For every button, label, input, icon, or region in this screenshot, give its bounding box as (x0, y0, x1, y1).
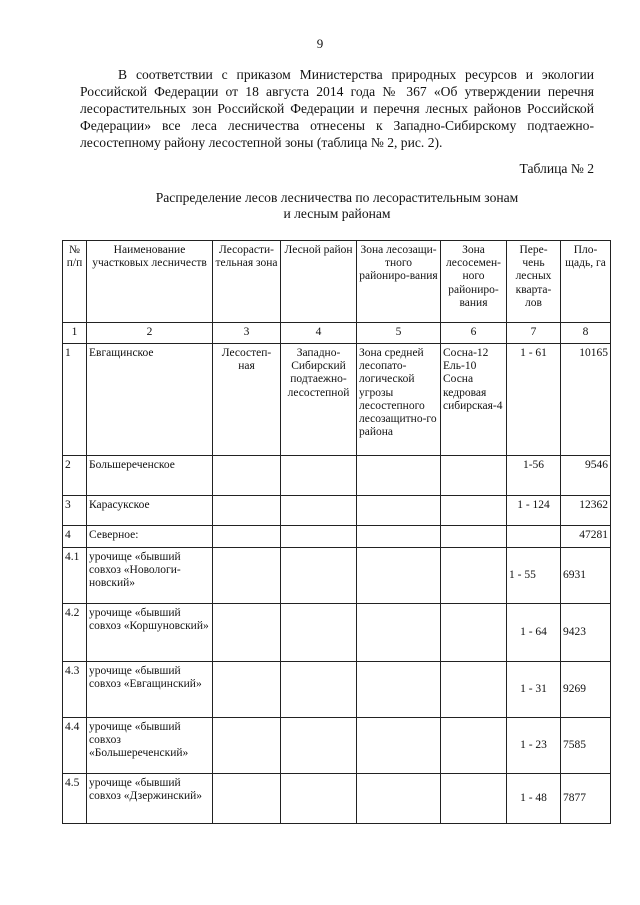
row-quarters (507, 526, 561, 548)
row-seed-zone (441, 496, 507, 526)
caption-line-1: Распределение лесов лесничества по лесорастительным зонам (155, 190, 519, 205)
row-name: Северное: (87, 526, 213, 548)
row-zone (213, 456, 281, 496)
row-district (281, 456, 357, 496)
header-name: Наименование участковых лесничеств (87, 241, 213, 323)
row-num: 1 (63, 344, 87, 456)
row-seed-zone (441, 604, 507, 662)
table-row (63, 456, 611, 496)
row-area: 9269 (561, 662, 611, 718)
row-seed-zone (441, 456, 507, 496)
row-protect-zone (357, 604, 441, 662)
row-num: 2 (63, 456, 87, 496)
header-protect-zone: Зона лесозащи-тного райониро-вания (357, 241, 441, 323)
row-zone (213, 526, 281, 548)
row-quarters: 1 - 61 (507, 344, 561, 456)
row-area: 6931 (561, 548, 611, 604)
table-row (63, 526, 611, 548)
row-zone (213, 662, 281, 718)
table-row (63, 344, 611, 456)
row-num: 3 (63, 496, 87, 526)
row-protect-zone (357, 496, 441, 526)
row-area: 12362 (561, 496, 611, 526)
table-row (63, 774, 611, 824)
col-number: 5 (357, 323, 441, 344)
row-protect-zone (357, 774, 441, 824)
row-protect-zone (357, 718, 441, 774)
row-zone (213, 496, 281, 526)
row-name: Евгащинское (87, 344, 213, 456)
row-area: 10165 (561, 344, 611, 456)
row-area: 7877 (561, 774, 611, 824)
header-seed-zone: Зона лесосемен-ного райониро-вания (441, 241, 507, 323)
row-name: урочище «бывший совхоз «Дзержинский» (87, 774, 213, 824)
row-protect-zone: Зона средней лесопато-логической угрозы лесостепного лесозащитно-го района (357, 344, 441, 456)
row-zone (213, 718, 281, 774)
row-quarters: 1 - 55 (507, 548, 561, 604)
row-seed-zone (441, 718, 507, 774)
row-num: 4.1 (63, 548, 87, 604)
header-zone: Лесорасти-тельная зона (213, 241, 281, 323)
row-num: 4.3 (63, 662, 87, 718)
row-num: 4.5 (63, 774, 87, 824)
row-quarters: 1 - 48 (507, 774, 561, 824)
col-number: 4 (281, 323, 357, 344)
row-num: 4 (63, 526, 87, 548)
col-number: 1 (63, 323, 87, 344)
col-number: 8 (561, 323, 611, 344)
row-num: 4.2 (63, 604, 87, 662)
row-protect-zone (357, 526, 441, 548)
row-district (281, 774, 357, 824)
table-row (63, 662, 611, 718)
row-name: урочище «бывший совхоз «Большереченский» (87, 718, 213, 774)
row-protect-zone (357, 662, 441, 718)
row-district: Западно-Сибирский подтаежно-лесостепной (281, 344, 357, 456)
column-number-row (63, 323, 611, 344)
col-number: 6 (441, 323, 507, 344)
header-row (63, 241, 611, 323)
row-seed-zone (441, 548, 507, 604)
row-district (281, 604, 357, 662)
row-zone: Лесостеп-ная (213, 344, 281, 456)
row-seed-zone (441, 774, 507, 824)
row-district (281, 548, 357, 604)
table-label: Таблица № 2 (519, 161, 594, 176)
row-area: 9423 (561, 604, 611, 662)
row-name: Большереченское (87, 456, 213, 496)
row-district (281, 526, 357, 548)
row-area: 47281 (561, 526, 611, 548)
table-row (63, 718, 611, 774)
col-number: 2 (87, 323, 213, 344)
col-number: 7 (507, 323, 561, 344)
row-district (281, 718, 357, 774)
row-quarters: 1 - 23 (507, 718, 561, 774)
row-seed-zone (441, 662, 507, 718)
row-zone (213, 774, 281, 824)
row-zone (213, 548, 281, 604)
row-quarters: 1 - 64 (507, 604, 561, 662)
table-row (63, 496, 611, 526)
row-seed-zone (441, 526, 507, 548)
row-name: урочище «бывший совхоз «Новологи-новский» (87, 548, 213, 604)
row-area: 9546 (561, 456, 611, 496)
row-quarters: 1-56 (507, 456, 561, 496)
page-number: 9 (316, 36, 324, 51)
table-row (63, 548, 611, 604)
row-district (281, 496, 357, 526)
header-num: № п/п (63, 241, 87, 323)
intro-paragraph: В соответствии с приказом Министерства природных ресурсов и экологии Российской Федерации от 18 августа 2014 года № 367 «Об утверждении перечня лесорастительных зон Российской Федерации и перечня лесных районов Российской Федерации» все леса лесничества отнесены к Западно-Сибирскому подтаежно-лесостепному району лесостепной зоны (таблица № 2, рис. 2). (80, 67, 594, 150)
table-caption (80, 190, 594, 222)
row-name: урочище «бывший совхоз «Евгащинский» (87, 662, 213, 718)
row-seed-zone: Сосна-12 Ель-10 Сосна кедровая сибирская-4 (441, 344, 507, 456)
header-district: Лесной район (281, 241, 357, 323)
row-num: 4.4 (63, 718, 87, 774)
table-row (63, 604, 611, 662)
header-area: Пло-щадь, га (561, 241, 611, 323)
row-zone (213, 604, 281, 662)
row-name: урочище «бывший совхоз «Коршуновский» (87, 604, 213, 662)
row-quarters: 1 - 31 (507, 662, 561, 718)
row-area: 7585 (561, 718, 611, 774)
col-number: 3 (213, 323, 281, 344)
row-district (281, 662, 357, 718)
forest-distribution-table (62, 240, 611, 824)
caption-line-2: и лесным районам (283, 206, 391, 221)
row-protect-zone (357, 548, 441, 604)
header-quarters: Пере-чень лесных кварта-лов (507, 241, 561, 323)
row-quarters: 1 - 124 (507, 496, 561, 526)
row-protect-zone (357, 456, 441, 496)
row-name: Карасукское (87, 496, 213, 526)
